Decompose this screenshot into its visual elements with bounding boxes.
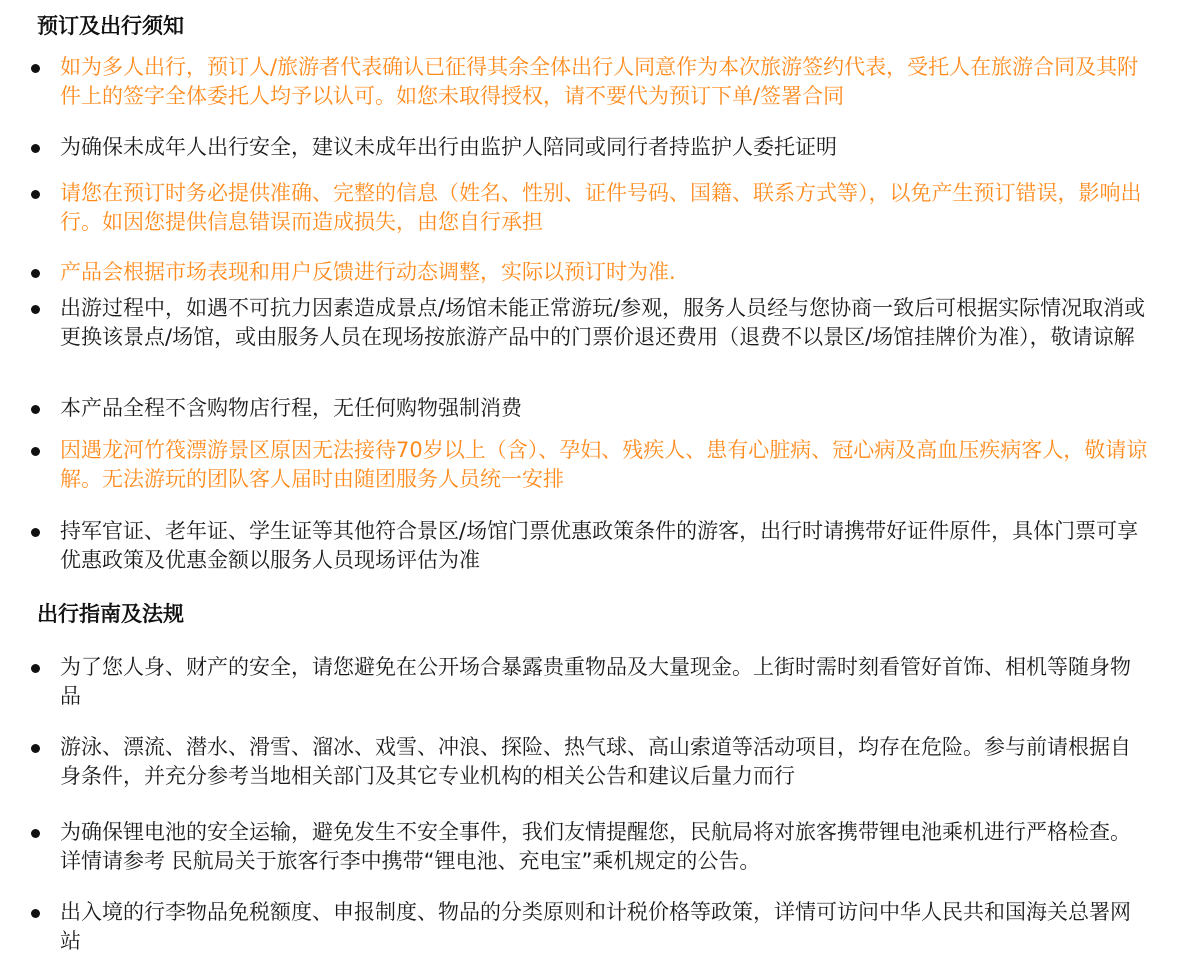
list-item-text: 为了您人身、财产的安全，请您避免在公开场合暴露贵重物品及大量现金。上街时需时刻看管好首饰、相机等随身物品	[60, 655, 1131, 708]
bullet-icon	[31, 405, 40, 414]
bullet-icon	[31, 64, 40, 73]
list-item-text: 本产品全程不含购物店行程，无任何购物强制消费	[60, 396, 522, 420]
list-item-text: 为确保未成年人出行安全，建议未成年出行由监护人陪同或同行者持监护人委托证明	[60, 135, 837, 159]
section-title-booking-notice: 预订及出行须知	[37, 14, 184, 38]
list-item-text: 出游过程中，如遇不可抗力因素造成景点/场馆未能正常游玩/参观，服务人员经与您协商一致后可根据实际情况取消或更换该景点/场馆，或由服务人员在现场按旅游产品中的门票价退还费用（退费不以景区/场馆挂牌价为准），敬请谅解	[60, 296, 1146, 349]
list-item	[28, 133, 1148, 162]
list-item	[28, 653, 1148, 711]
bullet-icon	[31, 447, 40, 456]
list-item-text: 为确保锂电池的安全运输，避免发生不安全事件，我们友情提醒您，民航局将对旅客携带锂电池乘机进行严格检查。详情请参考 民航局关于旅客行李中携带“锂电池、充电宝”乘机规定的公告。	[60, 820, 1131, 873]
bullet-icon	[31, 144, 40, 153]
bullet-icon	[31, 664, 40, 673]
list-item-text: 如为多人出行，预订人/旅游者代表确认已征得其余全体出行人同意作为本次旅游签约代表，受托人在旅游合同及其附件上的签字全体委托人均予以认可。如您未取得授权，请不要代为预订下单/签署合同	[60, 55, 1139, 108]
list-item	[28, 179, 1148, 237]
list-item-text: 请您在预订时务必提供准确、完整的信息（姓名、性别、证件号码、国籍、联系方式等），以免产生预订错误，影响出行。如因您提供信息错误而造成损失，由您自行承担	[60, 181, 1142, 234]
bullet-icon	[31, 744, 40, 753]
list-item	[28, 436, 1148, 494]
list-item	[28, 898, 1148, 956]
list-item	[28, 294, 1148, 352]
list-item-text: 持军官证、老年证、学生证等其他符合景区/场馆门票优惠政策条件的游客，出行时请携带好证件原件，具体门票可享优惠政策及优惠金额以服务人员现场评估为准	[60, 519, 1139, 572]
list-item	[28, 818, 1148, 876]
list-item-text: 因遇龙河竹筏漂游景区原因无法接待70岁以上（含）、孕妇、残疾人、患有心脏病、冠心病及高血压疾病客人，敬请谅解。无法游玩的团队客人届时由随团服务人员统一安排	[60, 438, 1148, 491]
list-item-text: 出入境的行李物品免税额度、申报制度、物品的分类原则和计税价格等政策，详情可访问中华人民共和国海关总署网站	[60, 900, 1131, 953]
bullet-icon	[31, 305, 40, 314]
list-item	[28, 733, 1148, 791]
list-item	[28, 53, 1148, 111]
section-title-travel-guide: 出行指南及法规	[37, 602, 184, 626]
list-item-text: 游泳、漂流、潜水、滑雪、溜冰、戏雪、冲浪、探险、热气球、高山索道等活动项目，均存在危险。参与前请根据自身条件，并充分参考当地相关部门及其它专业机构的相关公告和建议后量力而行	[60, 735, 1131, 788]
list-item-text: 产品会根据市场表现和用户反馈进行动态调整，实际以预订时为准.	[60, 260, 676, 284]
bullet-icon	[31, 269, 40, 278]
bullet-icon	[31, 190, 40, 199]
list-item	[28, 394, 1148, 423]
list-item	[28, 258, 1148, 287]
bullet-icon	[31, 528, 40, 537]
list-item	[28, 517, 1148, 575]
bullet-icon	[31, 909, 40, 918]
bullet-icon	[31, 829, 40, 838]
